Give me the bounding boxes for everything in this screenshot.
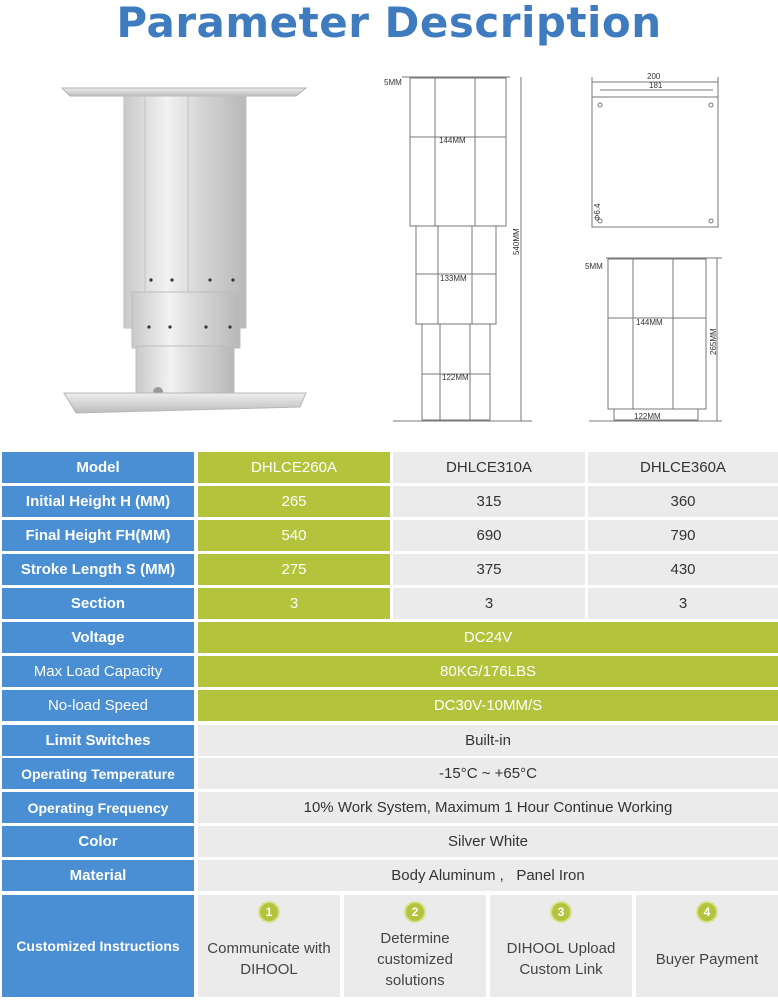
row-header: Limit Switches — [2, 725, 194, 756]
step-1 — [198, 895, 340, 997]
step-number-4: 4 — [698, 903, 716, 921]
row-customized-instructions — [2, 895, 778, 997]
plate-inner-label: 181 — [649, 81, 663, 90]
step-4 — [636, 895, 778, 997]
frequency-value: 10% Work System, Maximum 1 Hour Continue Working — [198, 792, 778, 823]
row-initial-height — [2, 486, 778, 517]
model-2: DHLCE310A — [393, 452, 585, 483]
limit-switches-value: Built-in — [198, 725, 778, 756]
row-header: Material — [2, 860, 194, 891]
hole-diameter-label: Φ6.4 — [593, 203, 602, 221]
width-mid-label: 133MM — [440, 274, 467, 283]
initial-height-3: 360 — [588, 486, 778, 517]
step-text-2: Determine customized solutions — [377, 929, 453, 989]
initial-height-2: 315 — [393, 486, 585, 517]
final-height-1: 540 — [198, 520, 390, 551]
row-no-load-speed — [2, 690, 778, 721]
retracted-drawing — [589, 258, 722, 421]
row-header: Customized Instructions — [2, 895, 194, 997]
row-operating-temperature — [2, 758, 778, 789]
speed-value: DC30V-10MM/S — [198, 690, 778, 721]
section-3: 3 — [588, 588, 778, 619]
color-value: Silver White — [198, 826, 778, 857]
step-number-3: 3 — [552, 903, 570, 921]
side-top-gap-label: 5MM — [384, 78, 402, 87]
retracted-width-top-label: 144MM — [636, 318, 663, 327]
row-header: Final Height FH(MM) — [2, 520, 194, 551]
step-3 — [490, 895, 632, 997]
row-header: Voltage — [2, 622, 194, 653]
row-final-height — [2, 520, 778, 551]
voltage-value: DC24V — [198, 622, 778, 653]
customization-steps — [198, 895, 778, 997]
row-material — [2, 860, 778, 891]
model-1: DHLCE260A — [198, 452, 390, 483]
extended-height-label: 540MM — [512, 228, 521, 255]
row-max-load — [2, 656, 778, 687]
row-header: Max Load Capacity — [2, 656, 194, 687]
initial-height-1: 265 — [198, 486, 390, 517]
section-1: 3 — [198, 588, 390, 619]
row-operating-frequency — [2, 792, 778, 823]
row-header: No-load Speed — [2, 690, 194, 721]
stroke-1: 275 — [198, 554, 390, 585]
row-section — [2, 588, 778, 619]
row-stroke-length — [2, 554, 778, 585]
step-number-1: 1 — [260, 903, 278, 921]
row-model — [2, 452, 778, 483]
step-text-3: DIHOOL Upload Custom Link — [506, 940, 616, 978]
row-header: Color — [2, 826, 194, 857]
lift-column-photo — [62, 88, 306, 413]
row-voltage — [2, 622, 778, 653]
row-header: Initial Height H (MM) — [2, 486, 194, 517]
row-header: Stroke Length S (MM) — [2, 554, 194, 585]
step-number-2: 2 — [406, 903, 424, 921]
product-figure — [0, 55, 778, 435]
row-header: Operating Temperature — [2, 758, 194, 789]
temperature-value: -15°C ~ +65°C — [198, 758, 778, 789]
plate-drawing — [592, 77, 718, 227]
step-text-4: Buyer Payment — [655, 950, 759, 968]
step-2 — [344, 895, 486, 997]
retracted-width-bottom-label: 122MM — [634, 412, 661, 421]
row-color — [2, 826, 778, 857]
step-text-1: Communicate with DIHOOL — [207, 940, 331, 978]
row-header: Section — [2, 588, 194, 619]
width-bottom-label: 122MM — [442, 373, 469, 382]
plate-outer-label: 200 — [647, 72, 661, 81]
stroke-3: 430 — [588, 554, 778, 585]
width-top-label: 144MM — [439, 136, 466, 145]
row-header: Model — [2, 452, 194, 483]
max-load-value: 80KG/176LBS — [198, 656, 778, 687]
stroke-2: 375 — [393, 554, 585, 585]
final-height-3: 790 — [588, 520, 778, 551]
page-title: Parameter Description — [116, 0, 662, 47]
material-value: Body Aluminum , Panel Iron — [198, 860, 778, 891]
section-2: 3 — [393, 588, 585, 619]
retracted-top-gap-label: 5MM — [585, 262, 603, 271]
final-height-2: 690 — [393, 520, 585, 551]
retracted-height-label: 265MM — [709, 328, 718, 355]
row-limit-switches — [2, 725, 778, 756]
row-header: Operating Frequency — [2, 792, 194, 823]
model-3: DHLCE360A — [588, 452, 778, 483]
